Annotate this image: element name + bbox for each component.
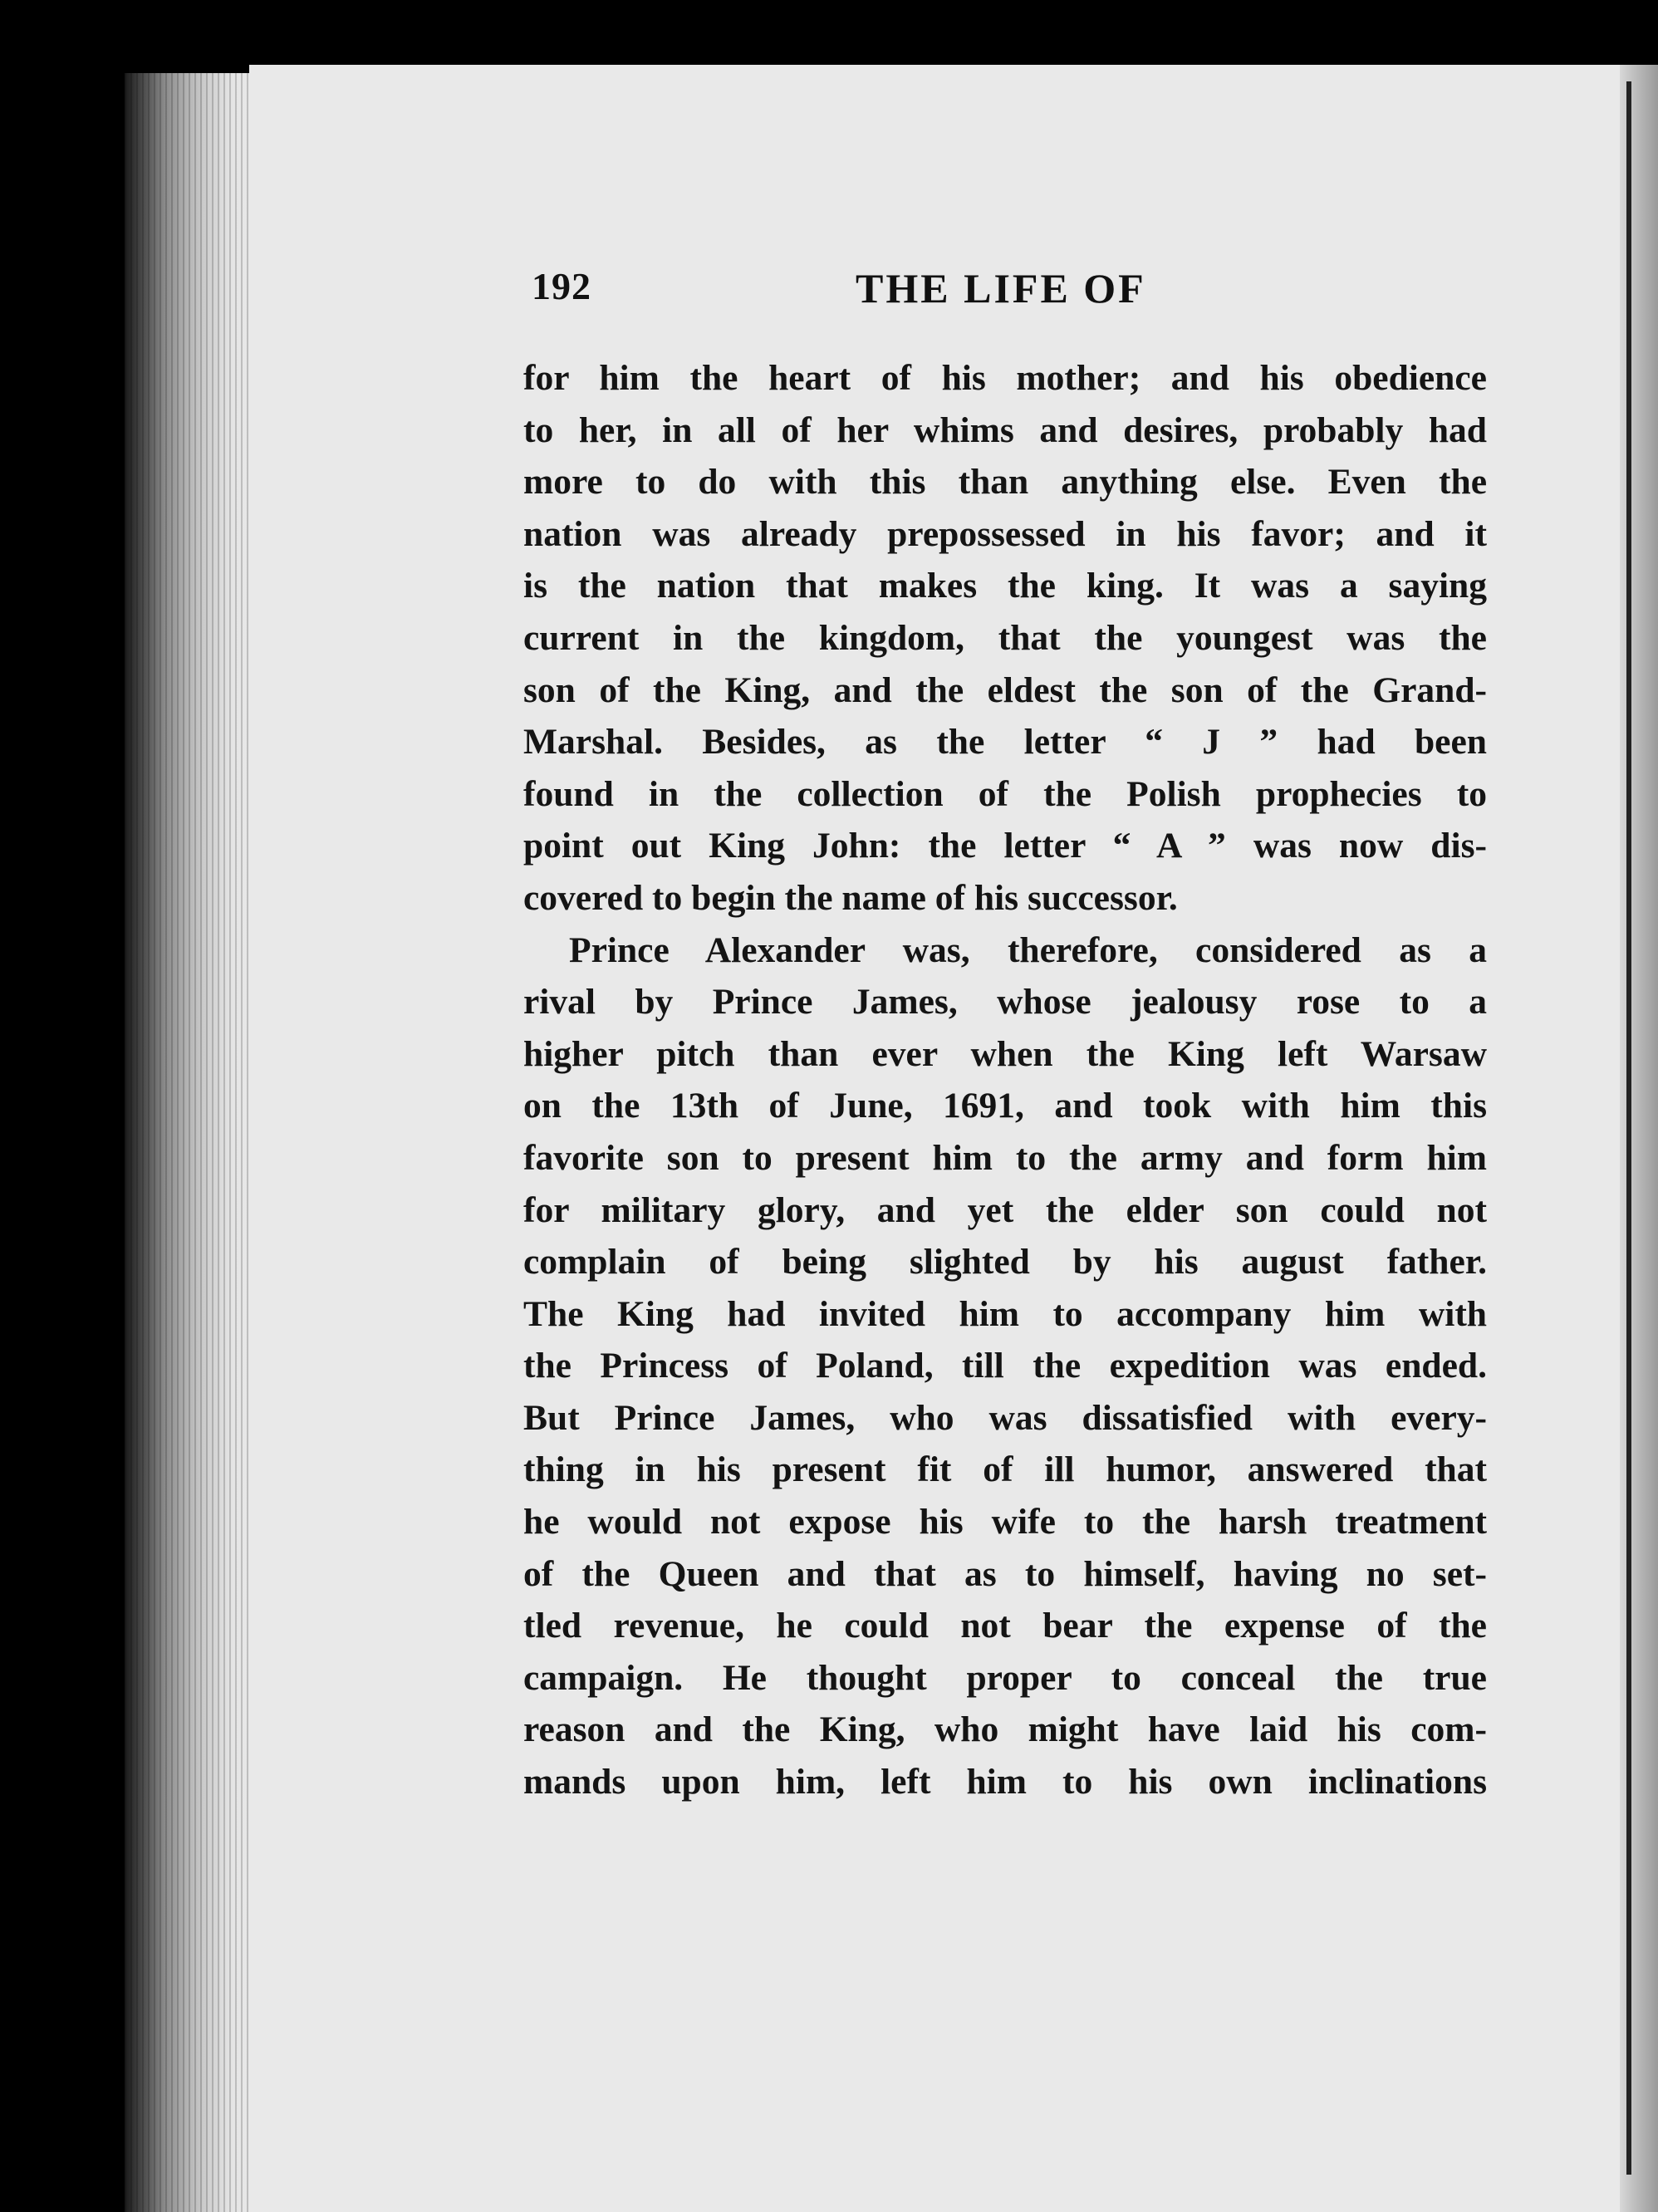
text-line: current in the kingdom, that the youngest was the xyxy=(523,617,1487,658)
page-number: 192 xyxy=(532,265,591,307)
text-line: favorite son to present him to the army and form him xyxy=(523,1137,1487,1178)
text-line: tled revenue, he could not bear the expense of the xyxy=(523,1606,1487,1646)
running-title: THE LIFE OF xyxy=(856,265,1146,311)
text-line: The King had invited him to accompany him with xyxy=(523,1293,1487,1334)
text-line: is the nation that makes the king. It was a saying xyxy=(523,566,1487,606)
text-line: for him the heart of his mother; and his obedience xyxy=(523,358,1487,398)
text-line: thing in his present fit of ill humor, answered that xyxy=(523,1449,1487,1490)
text-line: complain of being slighted by his august father. xyxy=(523,1242,1487,1283)
text-line: rival by Prince James, whose jealousy rose to a xyxy=(523,982,1487,1023)
text-line: for military glory, and yet the elder son could not xyxy=(523,1189,1487,1230)
text-line: reason and the King, who might have laid his com- xyxy=(523,1709,1487,1750)
text-line: found in the collection of the Polish prophecies to xyxy=(523,773,1487,814)
text-line: point out King John: the letter “ A ” was now dis- xyxy=(523,826,1487,866)
text-line: son of the King, and the eldest the son of the Grand- xyxy=(523,669,1487,710)
text-line: to her, in all of her whims and desires, probably had xyxy=(523,410,1487,450)
text-line: on the 13th of June, 1691, and took with him this xyxy=(523,1086,1487,1126)
body-text xyxy=(523,352,1487,1808)
text-line: of the Queen and that as to himself, having no set- xyxy=(523,1553,1487,1594)
page-header xyxy=(532,264,1487,322)
text-line: Prince Alexander was, therefore, considered as a xyxy=(569,929,1487,970)
text-line: Marshal. Besides, as the letter “ J ” had been xyxy=(523,722,1487,763)
page-right-edge xyxy=(1620,65,1658,2212)
text-line: higher pitch than ever when the King left Warsaw xyxy=(523,1033,1487,1074)
text-line: campaign. He thought proper to conceal the true xyxy=(523,1657,1487,1698)
text-line: But Prince James, who was dissatisfied with every- xyxy=(523,1397,1487,1438)
text-line: covered to begin the name of his successor. xyxy=(523,877,1178,918)
text-line: more to do with this than anything else. Even the xyxy=(523,462,1487,503)
text-line: mands upon him, left him to his own inclinations xyxy=(523,1762,1487,1802)
text-line: he would not expose his wife to the harsh treatment xyxy=(523,1502,1487,1543)
text-line: the Princess of Poland, till the expedition was ended. xyxy=(523,1346,1487,1386)
book-spine-edge xyxy=(125,73,258,2212)
text-line: nation was already prepossessed in his favor; and it xyxy=(523,513,1487,554)
